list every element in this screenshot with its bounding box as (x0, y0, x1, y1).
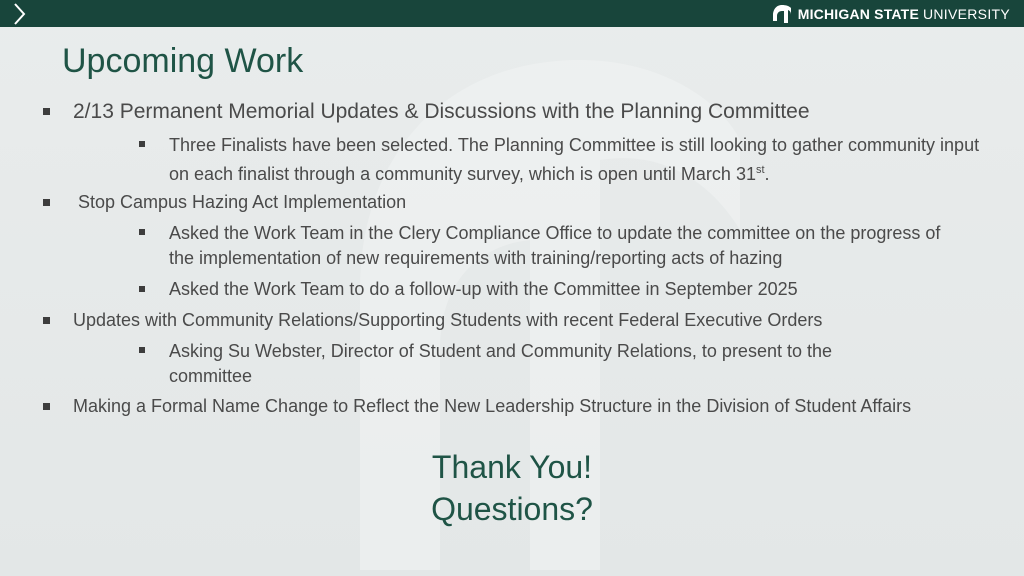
bullet-marker (43, 108, 50, 115)
slide-title: Upcoming Work (62, 42, 304, 80)
closing-questions: Questions? (431, 491, 593, 527)
brand-name-light: UNIVERSITY (922, 6, 1010, 22)
bullet-item: 2/13 Permanent Memorial Updates & Discussions with the Planning Committee (73, 100, 810, 123)
bullet-item: Making a Formal Name Change to Reflect the New Leadership Structure in the Division of Student Affairs (73, 396, 912, 416)
sub-bullet-item: Asked the Work Team to do a follow-up with the Committee in September 2025 (169, 279, 798, 299)
bullet-item: Updates with Community Relations/Supporting Students with recent Federal Executive Orders (73, 310, 823, 330)
spartan-helmet-icon (772, 4, 792, 24)
sub-bullet-item: Asked the Work Team in the Clery Compliance Office to update the committee on the progress of the implementation of new requirements with training/reporting acts of hazing (169, 223, 941, 268)
sub-bullet-item: Three Finalists have been selected. The Planning Committee is still looking to gather community input on each finalist through a community survey, which is open until March 31st. (169, 135, 980, 184)
bullet-marker (43, 199, 50, 206)
sub-bullet-marker (139, 286, 145, 292)
header-bar (0, 0, 1024, 27)
bullet-marker (43, 317, 50, 324)
closing-thank-you: Thank You! (431, 449, 593, 485)
msu-logo (772, 4, 1010, 24)
sub-bullet-marker (139, 141, 145, 147)
sub-bullet-item: Asking Su Webster, Director of Student and Community Relations, to present to the committee (169, 341, 833, 386)
brand-name-bold: MICHIGAN STATE (797, 6, 919, 22)
bullet-item: Stop Campus Hazing Act Implementation (78, 192, 407, 212)
sub-bullet-marker (139, 347, 145, 353)
sub-bullet-marker (139, 229, 145, 235)
bullet-marker (43, 403, 50, 410)
chevron-right-icon[interactable] (8, 2, 32, 26)
